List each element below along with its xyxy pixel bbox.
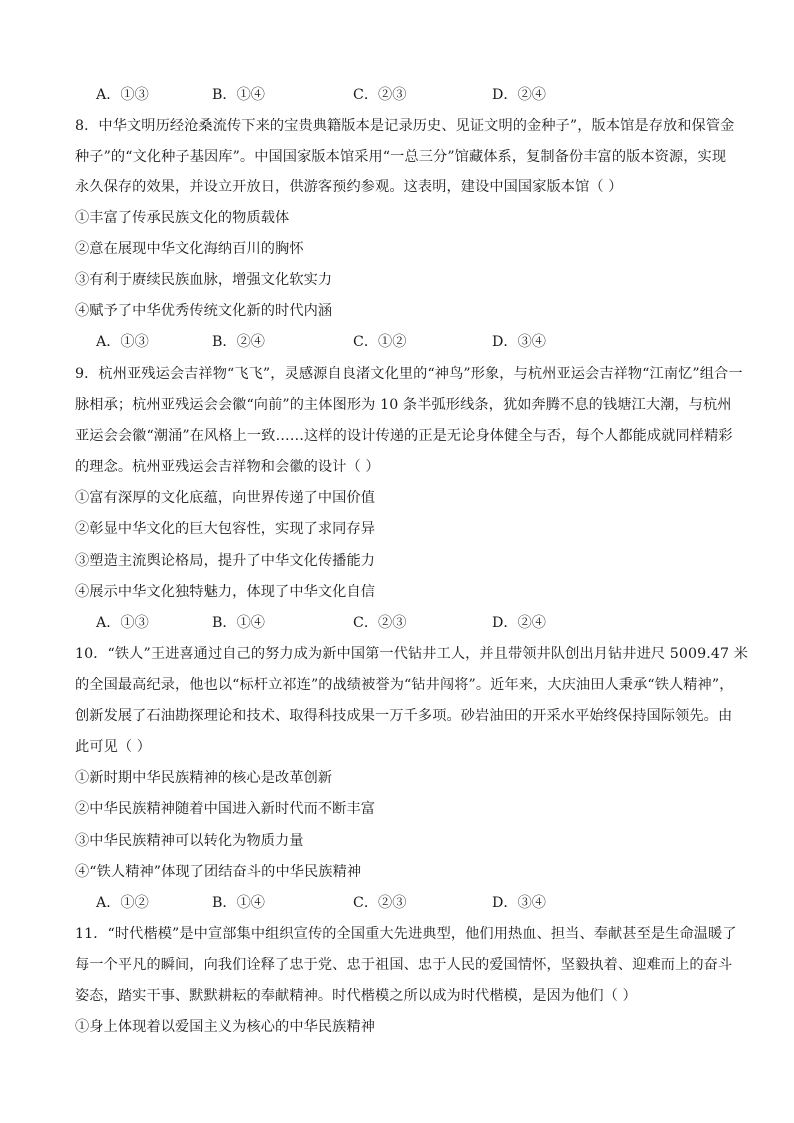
q9-statement-4: ④展示中华文化独特魅力，体现了中华文化自信 xyxy=(75,584,376,600)
q9-stem-line: 的理念。杭州亚残运会吉祥物和会徽的设计（ ） xyxy=(75,459,380,475)
q9-statement-1: ①富有深厚的文化底蕴，向世界传递了中国价值 xyxy=(75,490,376,506)
q11-stem-line: 姿态，踏实干事、默默耕耘的奉献精神。时代楷模之所以成为时代楷模，是因为他们（ ） xyxy=(75,988,637,1004)
q10-stem-line: 10．“铁人”王进喜通过自己的努力成为新中国第一代钻井工人，并且带领井队创出月钻井进尺 5009.47 米 xyxy=(75,646,749,662)
q10-option-b[interactable]: B．①④ xyxy=(212,895,265,911)
q10-stem-line: 的全国最高纪录，他也以“标杆立祁连”的战绩被誉为“钻井闯将”。近年来，大庆油田人秉承“铁人精神”， xyxy=(75,677,734,693)
q7-option-d[interactable]: D．②④ xyxy=(492,87,546,103)
q8-stem-line: 8．中华文明历经沧桑流传下来的宝贵典籍版本是记录历史、见证文明的金种子”，版本馆是存放和保管金 xyxy=(75,118,735,134)
q9-statement-3: ③塑造主流舆论格局，提升了中华文化传播能力 xyxy=(75,553,376,569)
q7-option-c[interactable]: C．②③ xyxy=(353,87,407,103)
q10-statement-1: ①新时期中华民族精神的核心是改革创新 xyxy=(75,770,333,786)
q9-statement-2: ②彰显中华文化的巨大包容性，实现了求同存异 xyxy=(75,521,376,537)
q9-stem-line: 9．杭州亚残运会吉祥物“飞飞”，灵感源自良渚文化里的“神鸟”形象，与杭州亚运会吉祥物“江南忆”组合一 xyxy=(75,366,743,382)
q7-option-a[interactable]: A．①③ xyxy=(96,87,149,103)
q8-option-d[interactable]: D．③④ xyxy=(492,334,546,350)
q9-stem-line: 亚运会会徽“潮涌”在风格上一致……这样的设计传递的正是无论身体健全与否，每个人都能成就同样精彩 xyxy=(75,428,733,444)
q11-statement-1: ①身上体现着以爱国主义为核心的中华民族精神 xyxy=(75,1019,376,1035)
q8-statement-1: ①丰富了传承民族文化的物质载体 xyxy=(75,210,290,226)
q9-option-b[interactable]: B．①④ xyxy=(212,615,265,631)
q8-statement-2: ②意在展现中华文化海纳百川的胸怀 xyxy=(75,241,304,257)
q9-stem-line: 脉相承；杭州亚残运会会徽“向前”的主体图形为 10 条半弧形线条，犹如奔腾不息的钱塘江大潮，与杭州 xyxy=(75,397,732,413)
q10-option-d[interactable]: D．③④ xyxy=(492,895,546,911)
q10-statement-2: ②中华民族精神随着中国进入新时代而不断丰富 xyxy=(75,801,376,817)
q8-statement-3: ③有利于赓续民族血脉，增强文化软实力 xyxy=(75,272,333,288)
q10-stem-line: 创新发展了石油勘探理论和技术、取得科技成果一万千多项。砂岩油田的开采水平始终保持国际领先。由 xyxy=(75,708,733,724)
q9-option-c[interactable]: C．②③ xyxy=(353,615,407,631)
q8-stem-line: 种子”的“文化种子基因库”。中国国家版本馆采用“一总三分”馆藏体系，复制备份丰富的版本资源，实现 xyxy=(75,149,727,165)
q9-option-d[interactable]: D．②④ xyxy=(492,615,546,631)
q10-stem-line: 此可见（ ） xyxy=(75,739,152,755)
q8-stem-line: 永久保存的效果，并设立开放日，供游客预约参观。这表明，建设中国国家版本馆（ ） xyxy=(75,179,623,195)
q10-option-c[interactable]: C．②③ xyxy=(353,895,407,911)
q8-statement-4: ④赋予了中华优秀传统文化新的时代内涵 xyxy=(75,303,333,319)
q11-stem-line: 11．“时代楷模”是中宣部集中组织宣传的全国重大先进典型，他们用热血、担当、奉献甚至是生命温暖了 xyxy=(75,926,737,942)
q10-option-a[interactable]: A．①② xyxy=(96,895,149,911)
q8-option-c[interactable]: C．①② xyxy=(353,334,407,350)
q8-option-a[interactable]: A．①③ xyxy=(96,334,149,350)
q10-statement-4: ④“铁人精神”体现了团结奋斗的中华民族精神 xyxy=(75,864,362,880)
q7-option-b[interactable]: B．①④ xyxy=(212,87,265,103)
q10-statement-3: ③中华民族精神可以转化为物质力量 xyxy=(75,833,304,849)
q8-option-b[interactable]: B．②④ xyxy=(212,334,265,350)
q11-stem-line: 每一个平凡的瞬间，向我们诠释了忠于党、忠于祖国、忠于人民的爱国情怀，坚毅执着、迎难而上的奋斗 xyxy=(75,957,733,973)
q9-option-a[interactable]: A．①③ xyxy=(96,615,149,631)
